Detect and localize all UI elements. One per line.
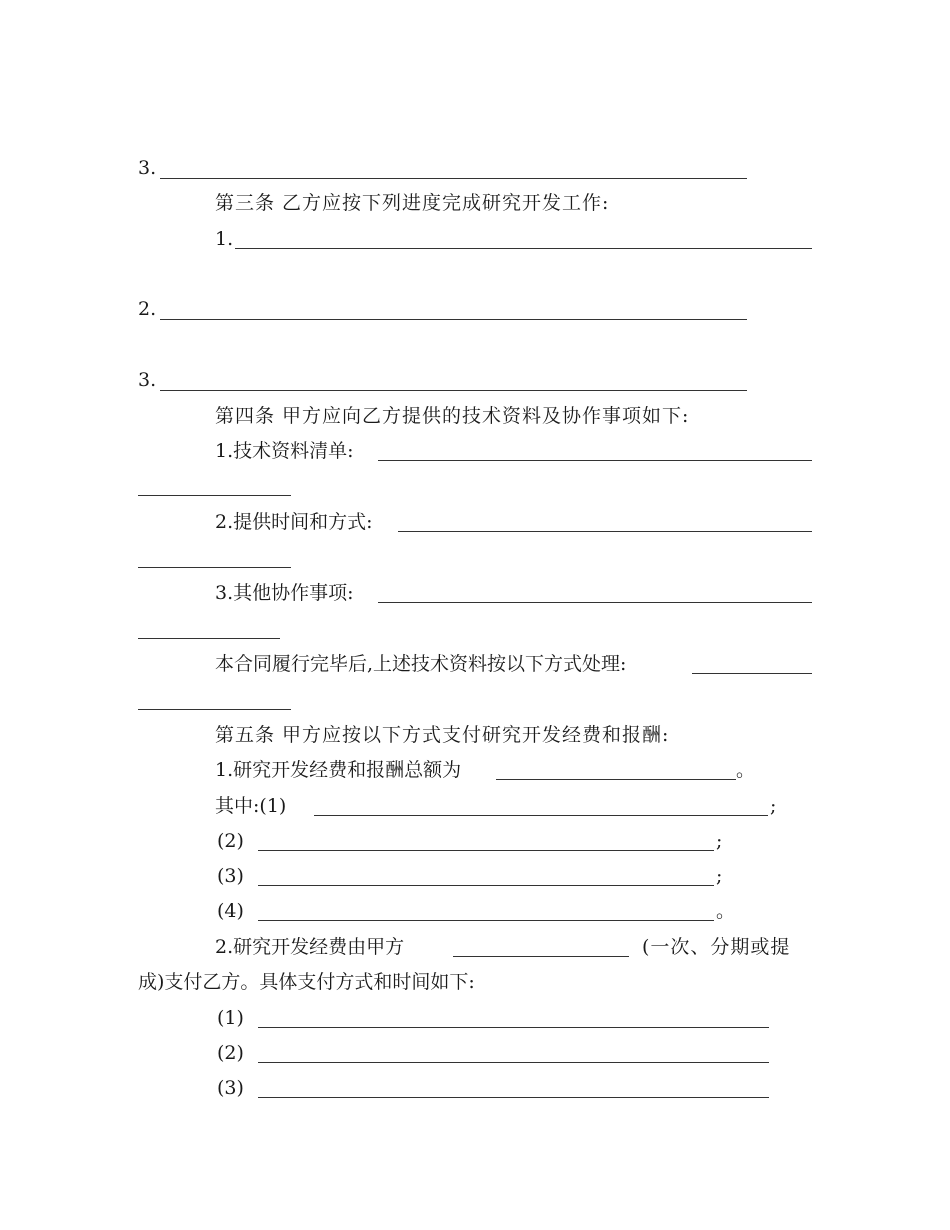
payment-item-3-label: (3) <box>217 1077 244 1099</box>
article-5-sub-4-end: 。 <box>716 900 736 922</box>
article-4-item-3-blank <box>378 602 812 603</box>
article-5-heading: 第五条 甲方应按以下方式支付研究开发经费和报酬: <box>215 724 670 746</box>
article-5-among-label: 其中:(1) <box>215 795 287 817</box>
article-5-item-1-label: 1.研究开发经费和报酬总额为 <box>215 759 462 781</box>
article-5-sub-4-label: (4) <box>217 900 244 922</box>
item-3-blank <box>160 178 747 179</box>
article-4-item-1-label: 1.技术资料清单: <box>215 440 354 462</box>
article-3-heading: 第三条 乙方应按下列进度完成研究开发工作: <box>215 192 610 214</box>
article-5-sub-2-blank <box>258 850 714 851</box>
article-5-among-blank <box>314 815 768 816</box>
article-3-item-1-label: 1. <box>215 228 234 250</box>
article-5-sub-3-label: (3) <box>217 865 244 887</box>
article-4-item-2-blank-cont <box>138 567 291 568</box>
article-3-item-1-blank <box>235 248 812 249</box>
article-4-heading: 第四条 甲方应向乙方提供的技术资料及协作事项如下: <box>215 405 690 427</box>
article-5-sub-4-blank <box>258 920 714 921</box>
article-5-sub-2-label: (2) <box>217 830 244 852</box>
article-4-disposal-blank <box>692 673 812 674</box>
article-4-item-1-blank <box>378 460 812 461</box>
payment-item-2-label: (2) <box>217 1042 244 1064</box>
article-4-item-1-blank-cont <box>138 495 291 496</box>
article-3-item-3-label: 3. <box>138 369 157 391</box>
article-5-among-end: ; <box>770 795 777 817</box>
article-5-sub-2-end: ; <box>716 830 723 852</box>
article-4-disposal-label: 本合同履行完毕后,上述技术资料按以下方式处理: <box>215 653 627 675</box>
item-3-label: 3. <box>138 157 157 179</box>
article-5-item-1-end: 。 <box>736 759 756 781</box>
article-4-item-2-blank <box>398 531 812 532</box>
article-3-item-3-blank <box>160 390 747 391</box>
article-4-item-3-label: 3.其他协作事项: <box>215 582 354 604</box>
article-4-disposal-blank-cont <box>138 709 291 710</box>
article-4-item-3-blank-cont <box>138 638 280 639</box>
article-5-sub-3-blank <box>258 885 714 886</box>
article-5-item-2-label: 2.研究开发经费由甲方 <box>215 936 405 958</box>
article-3-item-2-blank <box>160 319 747 320</box>
payment-item-2-blank <box>258 1062 769 1063</box>
article-5-sub-3-end: ; <box>716 865 723 887</box>
payment-item-1-label: (1) <box>217 1007 244 1029</box>
article-3-item-2-label: 2. <box>138 298 157 320</box>
article-5-item-2-cont: 成)支付乙方。具体支付方式和时间如下: <box>138 971 475 993</box>
article-4-item-2-label: 2.提供时间和方式: <box>215 511 373 533</box>
article-5-item-2-paren: (一次、分期或提 <box>642 936 791 958</box>
payment-item-1-blank <box>258 1027 769 1028</box>
article-5-item-2-blank <box>453 956 629 957</box>
article-5-item-1-blank <box>496 779 736 780</box>
payment-item-3-blank <box>258 1097 769 1098</box>
